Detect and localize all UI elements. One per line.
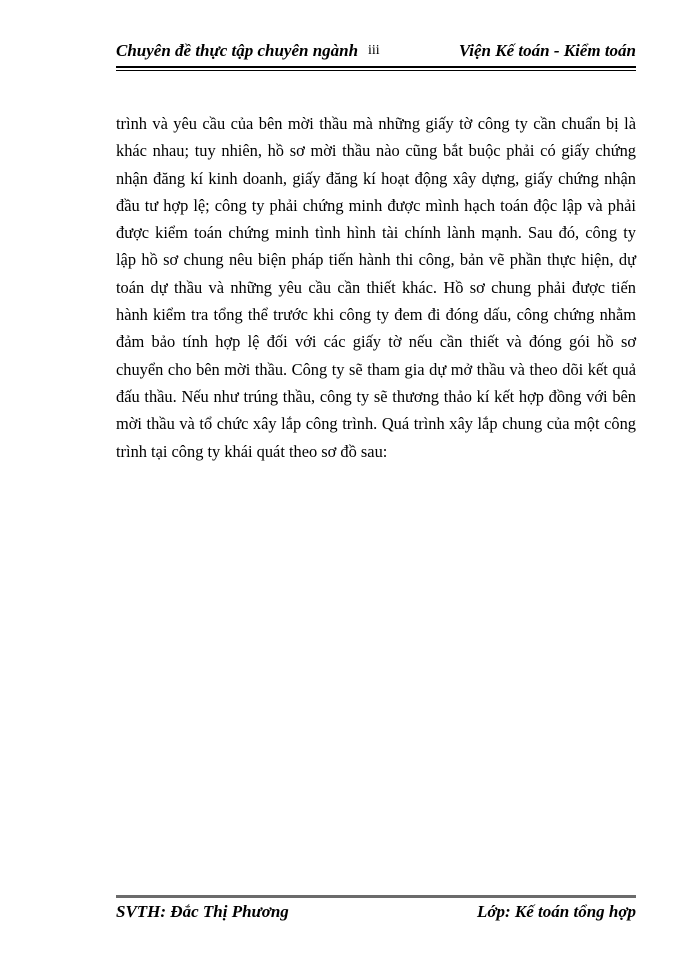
body-line: lập hồ sơ chung nêu biện pháp tiến hành thi công, bản vẽ phần thực hiện, dự — [116, 250, 636, 270]
header-rule — [116, 66, 636, 68]
header-page-number: iii — [368, 43, 380, 58]
body-line: chuyển cho bên mời thầu. Công ty sẽ tham gia dự mở thầu và theo dõi kết quả — [116, 359, 636, 379]
page-footer — [116, 902, 636, 926]
header-report-title: Chuyên đề thực tập chuyên ngành — [116, 41, 359, 60]
footer-student: SVTH: Đắc Thị Phương — [116, 902, 289, 921]
body-line: trình và yêu cầu của bên mời thầu mà những giấy tờ công ty cần chuẩn bị là — [116, 114, 636, 133]
body-line: toán dự thầu và những yêu cầu cần thiết khác. Hồ sơ chung phải được tiến — [116, 277, 636, 297]
footer-class: Lớp: Kế toán tổng hợp — [477, 902, 636, 921]
body-line: được kiểm toán chứng minh tình hình tài chính lành mạnh. Sau đó, công ty — [116, 223, 636, 243]
body-line: đầu tư hợp lệ; công ty phải chứng minh được mình hạch toán độc lập và phải — [116, 195, 636, 215]
body-line: nhận đăng kí kinh doanh, giấy đăng kí hoạt động xây dựng, giấy chứng nhận — [116, 168, 636, 188]
body-paragraph — [116, 110, 636, 465]
body-line: đấu thầu. Nếu như trúng thầu, công ty sẽ thương thảo kí kết hợp đồng với bên — [116, 386, 636, 406]
body-line: mời thầu và tổ chức xây lắp công trình. Quá trình xây lắp chung của một công — [116, 414, 636, 434]
body-line-last: trình tại công ty khái quát theo sơ đồ sau: — [116, 441, 388, 461]
footer-rule — [116, 895, 636, 898]
body-line: đảm bảo tính hợp lệ đối với các giấy tờ nếu cần thiết và đóng gói hồ sơ — [116, 332, 636, 352]
body-line: khác nhau; tuy nhiên, hồ sơ mời thầu nào cũng bắt buộc phải có giấy chứng — [116, 141, 636, 161]
header-rule-thin — [116, 70, 636, 71]
page-header — [116, 41, 636, 65]
body-line: hành kiểm tra tổng thể trước khi công ty đem đi đóng dấu, công chứng nhằm — [116, 305, 636, 325]
header-institute: Viện Kế toán - Kiểm toán — [458, 41, 636, 60]
